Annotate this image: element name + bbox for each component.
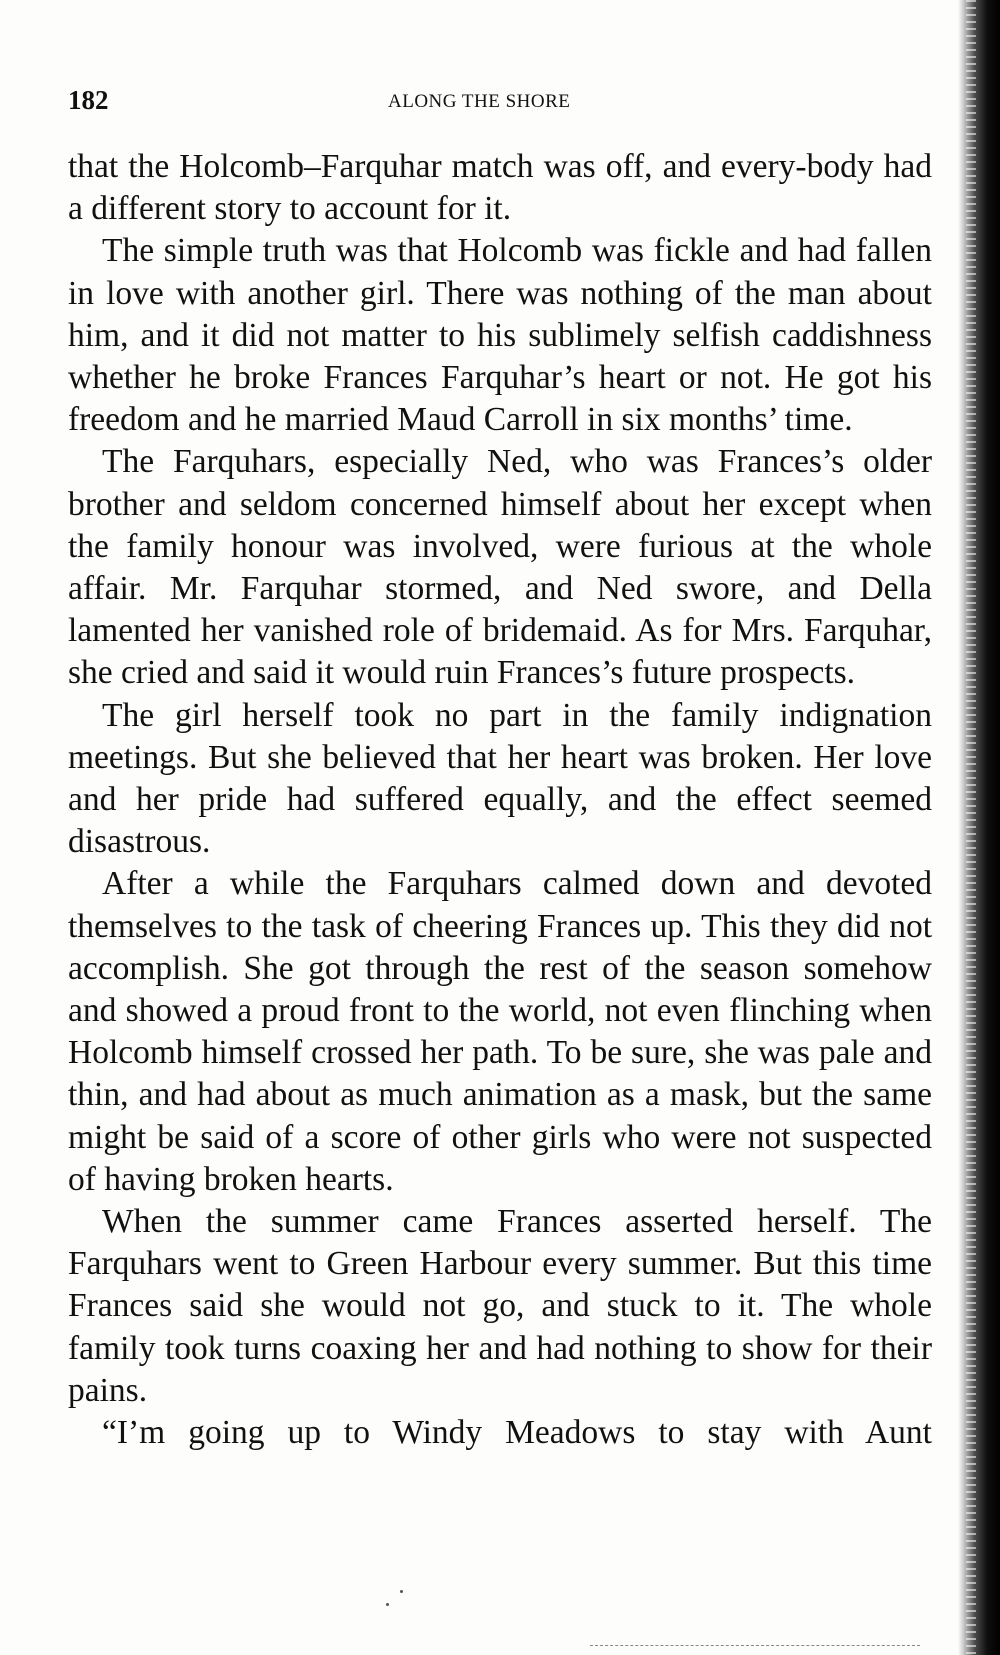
page-binding-texture bbox=[966, 0, 976, 1655]
scan-speck bbox=[386, 1603, 389, 1606]
page-header bbox=[68, 80, 932, 120]
paragraph: that the Holcomb–Farquhar match was off, and every-body had a different story to account for it. bbox=[68, 148, 932, 228]
page-number: 182 bbox=[68, 85, 109, 115]
paragraph: The simple truth was that Holcomb was fickle and had fallen in love with another girl. There was nothing of the man about him, and it did not matter to his sublimely selfish caddishness whether he broke Frances Farquhar’s heart or not. He got his freedom and he married Maud Carroll in six months’ time. bbox=[68, 232, 932, 439]
paragraph: When the summer came Frances asserted herself. The Farquhars went to Green Harbour every summer. But this time Frances said she would not go, and stuck to it. The whole family took turns coaxing her and had nothing to show for their pains. bbox=[68, 1203, 932, 1409]
scan-speck bbox=[400, 1590, 403, 1593]
scan-edge-line bbox=[590, 1645, 920, 1646]
paragraph: The Farquhars, especially Ned, who was Frances’s older brother and seldom concerned himself about her except when the family honour was involved, were furious at the whole affair. Mr. Farquhar stormed, and Ned swore, and Della lamented her vanished role of bridemaid. As for Mrs. Farquhar, she cried and said it would ruin Frances’s future prospects. bbox=[68, 443, 932, 692]
body-text bbox=[68, 146, 932, 1454]
paragraph: The girl herself took no part in the family indignation meetings. But she believed that her heart was broken. Her love and her pride had suffered equally, and the effect seemed disastrous. bbox=[68, 696, 932, 861]
running-head: ALONG THE SHORE bbox=[388, 91, 571, 112]
page-binding-shadow bbox=[958, 0, 1000, 1655]
paragraph: After a while the Farquhars calmed down and devoted themselves to the task of cheering Frances up. This they did not accomplish. She got through the rest of the season somehow and showed a proud front to the world, not even flinching when Holcomb himself crossed her path. To be sure, she was pale and thin, and had about as much animation as a mask, but the same might be said of a score of other girls who were not suspected of having broken hearts. bbox=[68, 865, 932, 1198]
paragraph: “I’m going up to Windy Meadows to stay with Aunt bbox=[102, 1414, 932, 1452]
